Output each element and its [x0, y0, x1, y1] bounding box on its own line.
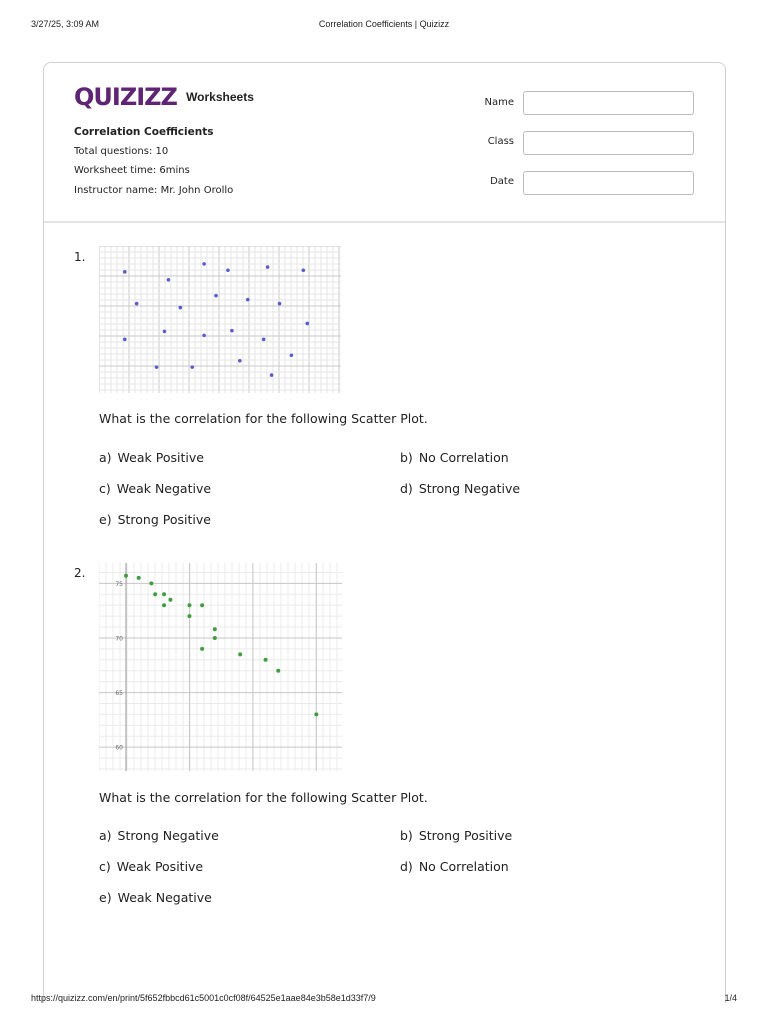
data-point — [230, 329, 234, 333]
print-datetime: 3/27/25, 3:09 AM — [31, 19, 100, 29]
question-2-number: 2. — [74, 566, 86, 580]
data-point — [262, 338, 266, 342]
logo-text: QUIZIZZ — [74, 83, 177, 111]
data-point — [167, 278, 171, 282]
option-label: Weak Positive — [117, 450, 204, 465]
data-point — [290, 353, 294, 357]
data-point — [270, 373, 274, 377]
option-letter: c) — [99, 481, 111, 496]
instructor-name: Instructor name: Mr. John Orollo — [74, 185, 234, 196]
q1-option-c[interactable] — [99, 481, 211, 496]
q2-option-a[interactable] — [99, 828, 219, 843]
option-label: No Correlation — [418, 450, 509, 465]
data-point — [200, 647, 204, 651]
option-label: No Correlation — [418, 859, 509, 874]
option-label: Weak Negative — [116, 481, 212, 496]
data-point — [238, 652, 242, 656]
class-label: Class — [487, 136, 514, 147]
data-point — [155, 365, 159, 369]
data-point — [200, 603, 204, 607]
data-point — [135, 302, 139, 306]
print-page-count: 1/4 — [724, 993, 737, 1003]
data-point — [153, 592, 157, 596]
data-point — [238, 359, 242, 363]
y-tick-label: 75 — [115, 580, 123, 588]
worksheet-sheet — [43, 62, 726, 1003]
data-point — [168, 598, 172, 602]
data-point — [190, 365, 194, 369]
data-point — [163, 330, 167, 334]
q1-option-b[interactable] — [400, 450, 509, 465]
data-point — [305, 322, 309, 326]
q1-option-e[interactable] — [99, 512, 211, 527]
data-point — [137, 576, 141, 580]
data-point — [276, 669, 280, 673]
option-letter: e) — [99, 890, 112, 905]
data-point — [214, 294, 218, 298]
data-point — [124, 574, 128, 578]
worksheet-title: Correlation Coefficients — [74, 126, 214, 138]
option-label: Strong Positive — [117, 512, 211, 527]
option-letter: b) — [400, 450, 413, 465]
y-tick-label: 60 — [115, 744, 123, 752]
data-point — [123, 338, 127, 342]
print-header — [0, 19, 768, 33]
data-point — [246, 298, 250, 302]
date-label: Date — [490, 176, 514, 187]
option-letter: d) — [400, 481, 413, 496]
total-questions: Total questions: 10 — [74, 146, 169, 157]
name-field[interactable] — [523, 91, 694, 115]
option-letter: a) — [99, 450, 112, 465]
data-point — [202, 334, 206, 338]
option-label: Strong Positive — [418, 828, 513, 843]
class-field[interactable] — [523, 131, 694, 155]
data-point — [187, 614, 191, 618]
data-point — [149, 581, 153, 585]
data-point — [278, 302, 282, 306]
option-label: Weak Negative — [117, 890, 212, 905]
worksheet-time: Worksheet time: 6mins — [74, 165, 190, 176]
q2-option-c[interactable] — [99, 859, 203, 874]
q1-option-d[interactable] — [400, 481, 520, 496]
y-tick-label: 70 — [115, 635, 123, 643]
option-label: Weak Positive — [116, 859, 204, 874]
option-label: Strong Negative — [117, 828, 219, 843]
data-point — [213, 636, 217, 640]
q2-option-e[interactable] — [99, 890, 212, 905]
date-field[interactable] — [523, 171, 694, 195]
q2-option-d[interactable] — [400, 859, 509, 874]
name-label: Name — [484, 97, 514, 108]
option-letter: a) — [99, 828, 112, 843]
option-letter: c) — [99, 859, 111, 874]
option-label: Strong Negative — [418, 481, 521, 496]
question-1-number: 1. — [74, 250, 86, 264]
data-point — [302, 268, 306, 272]
question-1-text: What is the correlation for the following Scatter Plot. — [99, 411, 428, 426]
option-letter: d) — [400, 859, 413, 874]
data-point — [266, 265, 270, 269]
data-point — [226, 268, 230, 272]
quizizz-logo — [74, 83, 254, 111]
q1-option-a[interactable] — [99, 450, 204, 465]
option-letter: e) — [99, 512, 112, 527]
data-point — [123, 270, 127, 274]
option-letter: b) — [400, 828, 413, 843]
question-1-scatter-plot — [99, 246, 341, 393]
data-point — [162, 592, 166, 596]
data-point — [187, 603, 191, 607]
q2-option-b[interactable] — [400, 828, 512, 843]
print-url: https://quizizz.com/en/print/5f652fbbcd61c5001c0cf08f/64525e1aae84e3b58e1d33f7/9 — [31, 993, 376, 1003]
question-2-text: What is the correlation for the following Scatter Plot. — [99, 790, 428, 805]
data-point — [213, 627, 217, 631]
data-point — [162, 603, 166, 607]
data-point — [314, 712, 318, 716]
y-tick-label: 65 — [115, 690, 123, 698]
worksheet-header — [44, 63, 725, 223]
data-point — [202, 262, 206, 266]
data-point — [264, 658, 268, 662]
question-2-scatter-plot — [99, 563, 342, 771]
logo-subtitle: Worksheets — [186, 90, 254, 104]
print-page-title: Correlation Coefficients | Quizizz — [318, 19, 450, 29]
data-point — [179, 306, 183, 310]
print-footer — [0, 993, 768, 1007]
